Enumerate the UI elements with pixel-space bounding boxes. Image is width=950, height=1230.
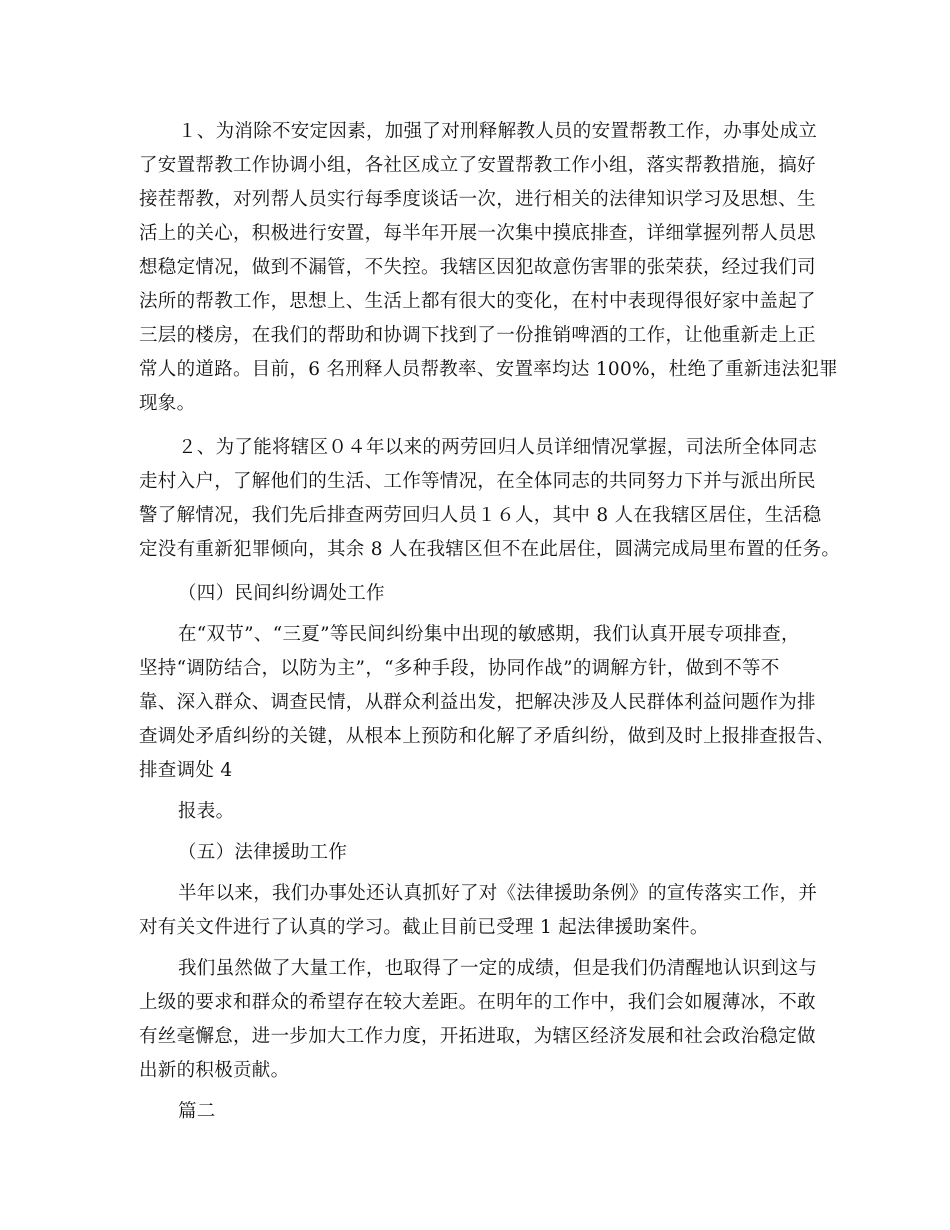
paragraph-line: 走村入户，了解他们的生活、工作等情况，在全体同志的共同努力下并与派出所民 xyxy=(139,471,816,492)
paragraph-line: 三层的楼房，在我们的帮助和协调下找到了一份推销啤酒的工作，让他重新走上正 xyxy=(139,325,816,346)
paragraph-line: 半年以来，我们办事处还认真抓好了对《法律援助条例》的宣传落实工作，并 xyxy=(178,883,818,904)
section-heading: （四）民间纠纷调处工作 xyxy=(178,583,385,604)
paragraph-line: 报表。 xyxy=(178,801,235,822)
paragraph-line: ２、为了能将辖区０４年以来的两劳回归人员详细情况掌握，司法所全体同志 xyxy=(178,437,818,458)
paragraph-line: 排查调处 4 xyxy=(139,760,233,781)
paragraph-line: 我们虽然做了大量工作，也取得了一定的成绩，但是我们仍清醒地认识到这与 xyxy=(178,958,818,979)
section-heading: 篇二 xyxy=(178,1101,216,1122)
section-heading: （五）法律援助工作 xyxy=(178,842,348,863)
paragraph-line: 法所的帮教工作，思想上、生活上都有很大的变化，在村中表现得很好家中盖起了 xyxy=(139,291,816,312)
paragraph-line: 警了解情况，我们先后排查两劳回归人员１６人，其中 8 人在我辖区居住，生活稳 xyxy=(139,505,822,526)
paragraph-line: 坚持“调防结合，以防为主”，“多种手段，协同作战”的调解方针，做到不等不 xyxy=(139,658,780,679)
paragraph-line: 上级的要求和群众的希望存在较大差距。在明年的工作中，我们会如履薄冰，不敢 xyxy=(139,992,816,1013)
paragraph-line: 想稳定情况，做到不漏管，不失控。我辖区因犯故意伤害罪的张荣获，经过我们司 xyxy=(139,257,816,278)
paragraph-line: １、为消除不安定因素，加强了对刑释解教人员的安置帮教工作，办事处成立 xyxy=(178,121,818,142)
paragraph-line: 在“双节”、“三夏”等民间纠纷集中出现的敏感期，我们认真开展专项排查， xyxy=(178,624,800,645)
paragraph-line: 常人的道路。目前，6 名刑释人员帮教率、安置率均达 100%，杜绝了重新违法犯罪 xyxy=(139,359,838,380)
paragraph-line: 定没有重新犯罪倾向，其余 8 人在我辖区但不在此居住，圆满完成局里布置的任务。 xyxy=(139,539,841,560)
paragraph-line: 对有关文件进行了认真的学习。截止目前已受理 1 起法律援助案件。 xyxy=(139,917,709,938)
paragraph-line: 接茬帮教，对列帮人员实行每季度谈话一次，进行相关的法律知识学习及思想、生 xyxy=(139,189,816,210)
paragraph-line: 查调处矛盾纠纷的关键，从根本上预防和化解了矛盾纠纷，做到及时上报排查报告、 xyxy=(139,726,835,747)
paragraph-line: 活上的关心，积极进行安置，每半年开展一次集中摸底排查，详细掌握列帮人员思 xyxy=(139,223,816,244)
paragraph-line: 出新的积极贡献。 xyxy=(139,1060,290,1081)
paragraph-line: 现象。 xyxy=(139,393,196,414)
paragraph-line: 靠、深入群众、调查民情，从群众利益出发，把解决涉及人民群体利益问题作为排 xyxy=(139,692,816,713)
paragraph-line: 有丝毫懈怠，进一步加大工作力度，开拓进取，为辖区经济发展和社会政治稳定做 xyxy=(139,1026,816,1047)
paragraph-line: 了安置帮教工作协调小组，各社区成立了安置帮教工作小组，落实帮教措施，搞好 xyxy=(139,155,816,176)
